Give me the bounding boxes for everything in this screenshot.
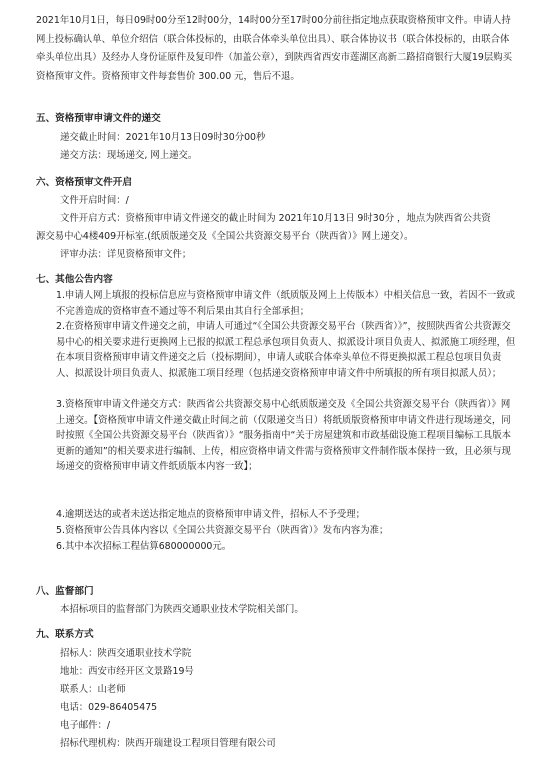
open-time: 文件开启时间：/ xyxy=(60,195,129,206)
tender-agency: 招标代理机构：陕西开瑞建设工程项目管理有限公司 xyxy=(60,738,276,749)
submission-method: 递交方法：现场递交, 网上递交。 xyxy=(60,150,198,161)
note-item-6: 6.其中本次招标工程估算680000000元。 xyxy=(56,541,232,552)
note-item-1: 1.申请人网上填报的投标信息应与资格预审申请文件（纸质版及网上上传版本）中相关信息一致，若因不一致或不完善造成的资格审查不通过等不利后果由其自行全部承担； xyxy=(56,290,515,317)
note-item-5: 5.资格预审公告具体内容以《全国公共资源交易平台（陕西省）》发布内容为准； xyxy=(56,525,389,536)
review-method: 评审办法：详见资格预审文件； xyxy=(60,249,192,260)
open-method-line-1: 文件开启方式：资格预审申请文件递交的截止时间为 2021年10月13日 9时30分 ，地点为陕西省公共资 xyxy=(60,213,491,224)
contact-email: 电子邮件：/ xyxy=(60,720,111,731)
section-7-title: 七、其他公告内容 xyxy=(36,274,113,285)
open-method-line-2: 源交易中心4楼409开标室.(纸质版递交及《全国公共资源交易平台（陕西省）》网上递交）。 xyxy=(36,231,414,242)
tenderer-address: 地址：西安市经开区文景路19号 xyxy=(60,666,194,677)
section-9-title: 九、联系方式 xyxy=(36,629,94,640)
section-5-title: 五、资格预审申请文件的递交 xyxy=(36,113,161,124)
note-item-2: 2.在资格预审申请文件递交之前，申请人可通过“《全国公共资源交易平台（陕西省）》”，按照陕西省公共资源交易中心的相关要求进行更换网上已报的拟派工程总承包项目负责人、拟派设计项目负责人、拟派施工项经理，但在本项目资格预审申请文件递交之后（投标期间），申请人或联合体牵头单位不得更换拟派工程总包项目负责人、拟派设计项目负责人、拟派施工项目经理（包括递交资格预审申请文件中所填报的所有项目拟派人员）； xyxy=(56,321,516,379)
section-6-title: 六、资格预审文件开启 xyxy=(36,177,132,188)
note-item-3: 3.资格预审申请文件递交方式：陕西省公共资源交易中心纸质版递交及《全国公共资源交易平台（陕西省）》网上递交。【资格预审申请文件递交截止时间之前（仅限递交当日）将纸质版资格预审申请文件进行现场递交，同时按照《全国公共资源交易平台（陕西省）》“服务指南中“关于房屋建筑和市政基础设施工程项目编标工具版本更新的通知”的相关要求进行编制、上传，相应资格申请文件需与资格预审文件制作版本保持一致，且必须与现场递交的资格预审申请文件纸质版本内容一致】； xyxy=(56,399,512,473)
contact-person: 联系人：山老师 xyxy=(60,684,126,695)
contact-phone: 电话：029-86405475 xyxy=(60,702,158,713)
supervision-text: 本招标项目的监督部门为陕西交通职业技术学院相关部门。 xyxy=(60,604,304,615)
tenderer: 招标人：陕西交通职业技术学院 xyxy=(60,648,192,659)
section-8-title: 八、监督部门 xyxy=(36,586,94,597)
submission-deadline: 递交截止时间：2021年10月13日09时30分00秒 xyxy=(60,132,266,143)
note-item-4: 4.逾期送达的或者未送达指定地点的资格预审申请文件，招标人不予受理； xyxy=(56,509,365,520)
intro-paragraph: 2021年10月1日，每日09时00分至12时00分，14时00分至17时00分前往指定地点获取资格预审文件。申请人持网上投标确认单、单位介绍信（联合体投标的，由联合体牵头单位出具）、联合体协议书（联合体投标的，由联合体牵头单位出具）及经办人身份证原件及复印件（加盖公章），到陕西省西安市莲湖区高新二路招商银行大厦19层购买资格预审文件。资格预审文件每套售价 300.00 元，售后不退。 xyxy=(36,15,512,82)
